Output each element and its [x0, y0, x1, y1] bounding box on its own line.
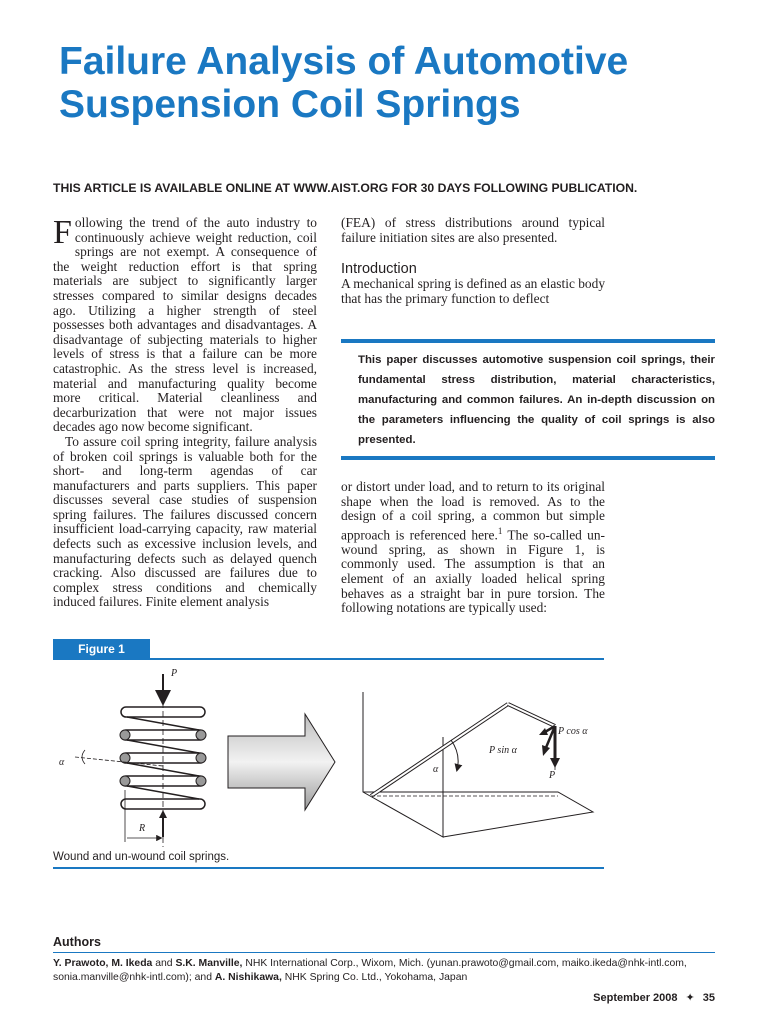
- intro-paragraph-2-a: or distort under load, and to return to its original shape when the load is removed. As to the design of a coil spring, a common but simple approach is referenced here.: [341, 479, 605, 543]
- authors-list: [53, 957, 715, 984]
- paragraph-2: To assure coil spring integrity, failure analysis of broken coil springs is valuable both for the short- and long-term agendas of car manufacturers and parts suppliers. This paper discusses several case studies of suspension spring failures. The failures discussed concern insufficient load-carrying capacity, raw material defects such as excessive inclusion levels, and manufacturing defects such as delayed quench cracking. Also discussed are failures due to complex stress conditions and chemically induced failures. Finite element analysis: [53, 433, 317, 610]
- affiliation-1: NHK International Corp., Wixom, Mich. (yunan.prawoto@gmail.com, maiko.ikeda@nhk-intl.com, sonia.manville@nhk-intl.com); and: [53, 958, 687, 983]
- paragraph-2-continued: (FEA) of stress distributions around typical failure initiation sites are also presented.: [341, 215, 605, 245]
- authors-and: and: [152, 958, 176, 969]
- authors-rule: [53, 952, 715, 953]
- label-alpha-right: α: [433, 764, 439, 775]
- column-2-top: [341, 216, 605, 245]
- label-p-cos: P cos α: [558, 726, 588, 737]
- label-p-bottom: P: [549, 770, 556, 781]
- figure-label: Figure 1: [53, 639, 150, 660]
- label-p-top: P: [171, 668, 178, 679]
- figure-caption: Wound and un-wound coil springs.: [53, 851, 230, 863]
- intro-paragraph-2-b: The so-called un-wound spring, as shown in Figure 1, is commonly used. The assumption is that an element of an axially loaded helical spring behaves as a straight bar in pure torsion. The following notations are typically used:: [341, 527, 605, 616]
- paragraph-1-text: ollowing the trend of the auto industry to continuously achieve weight reduction, coil springs are not exempt. A consequence of the weight reduction effort is that spring materials are subject to significantly larger stresses compared to similar designs decades ago. Utilizing a higher strength of steel possesses both advantages and disadvantages. A disadvantage of subjecting materials to higher levels of stress is that a failure can be more catastrophic. As the stress level is increased, material and manufacturing quality become more critical. Material cleanliness and decarburization that were not major issues decades ago now become significant.: [53, 215, 317, 435]
- page-footer: [593, 991, 715, 1004]
- intro-paragraph-1-block: [341, 277, 605, 306]
- label-r: R: [139, 823, 146, 834]
- intro-paragraph-1: A mechanical spring is defined as an elastic body that has the primary function to deflect: [341, 276, 606, 306]
- unwound-spring: [363, 692, 593, 837]
- abstract-callout: [341, 339, 715, 460]
- author-name-3: A. Nishikawa,: [214, 971, 282, 983]
- introduction-heading: Introduction: [341, 261, 417, 277]
- figure-bottom-rule: [53, 867, 604, 869]
- reference-superscript: 1: [497, 525, 503, 536]
- footer-separator: ✦: [685, 992, 695, 1004]
- transition-arrow: [228, 714, 335, 810]
- paragraph-1: [53, 216, 317, 435]
- page-number: 35: [702, 992, 715, 1004]
- label-p-sin: P sin α: [489, 745, 517, 756]
- intro-paragraph-2-block: [341, 480, 605, 616]
- author-name-2: S.K. Manville,: [175, 958, 243, 969]
- footer-date: September 2008: [593, 992, 678, 1004]
- authors-heading: Authors: [53, 935, 101, 949]
- online-notice: THIS ARTICLE IS AVAILABLE ONLINE AT WWW.AIST.ORG FOR 30 DAYS FOLLOWING PUBLICATION.: [53, 181, 638, 195]
- label-alpha-left: α: [59, 757, 65, 768]
- affiliation-2: NHK Spring Co. Ltd., Yokohama, Japan: [281, 971, 468, 983]
- author-names-1: Y. Prawoto, M. Ikeda: [53, 958, 153, 969]
- drop-cap: F: [53, 214, 72, 251]
- article-title: Failure Analysis of Automotive Suspension Coil Springs: [59, 40, 629, 126]
- callout-text: This paper discusses automotive suspension coil springs, their fundamental stress distribution, material characteristics, manufacturing and common failures. An in-depth discussion on the parameters influencing the quality of coil springs is also presented.: [358, 354, 715, 446]
- column-1: [53, 216, 317, 610]
- figure-1-diagram: [53, 662, 604, 847]
- intro-paragraph-2: [341, 480, 605, 616]
- wound-spring: [59, 668, 206, 847]
